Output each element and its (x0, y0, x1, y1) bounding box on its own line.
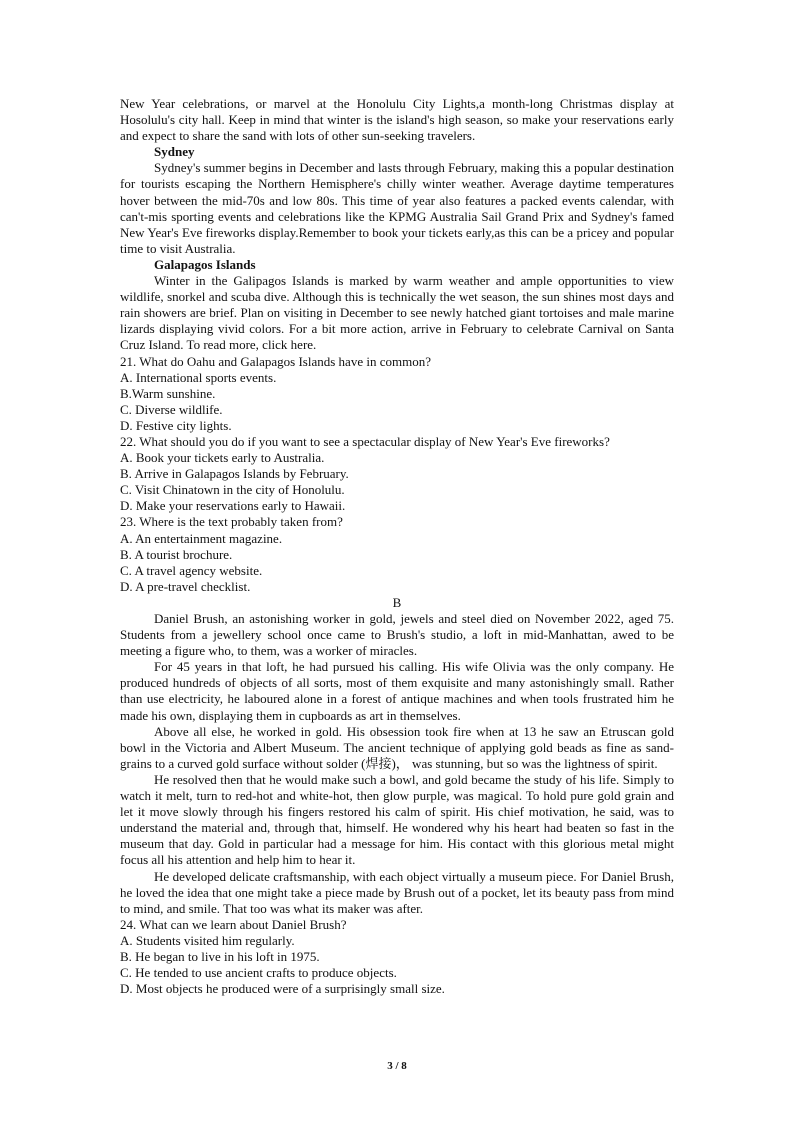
option-a: A. International sports events. (120, 369, 277, 385)
section-b-paragraph: He developed delicate craftsmanship, with each object virtually a museum piece. For Daniel Brush, he loved the idea that one might take a piece made by Brush out of a pocket, let its beauty pass from mind to mind, and smile. That too was what its maker was after. (120, 868, 674, 916)
sydney-heading: Sydney (154, 144, 195, 160)
galapagos-paragraph: Winter in the Galipagos Islands is marked by warm weather and ample opportunities to view wildlife, snorkel and scuba dive. Although this is technically the wet season, the sun shines most days and rain showers are brief. Plan on visiting in December to see newly hatched giant tortoises and male marine lizards displaying vivid colors. For a bit more action, arrive in February to celebrate Carnival on Santa Cruz Island. To read more, click here. (120, 273, 674, 353)
option-b: B.Warm sunshine. (120, 385, 216, 401)
option-c: C. Visit Chinatown in the city of Honolulu. (120, 482, 345, 498)
question-text: 23. Where is the text probably taken from? (120, 514, 343, 530)
option-d: D. Festive city lights. (120, 417, 232, 433)
option-a: A. Book your tickets early to Australia. (120, 450, 325, 466)
option-a: A. An entertainment magazine. (120, 530, 283, 546)
section-b-paragraph: Above all else, he worked in gold. His obsession took fire when at 13 he saw an Etruscan gold bowl in the Victoria and Albert Museum. The ancient technique of applying gold beads as fine as sand-grains to a curved gold surface without solder (焊接)， was stunning, but so was the lightness of spirit. (120, 723, 674, 771)
section-b-paragraph: For 45 years in that loft, he had pursued his calling. His wife Olivia was the only company. He produced hundreds of objects of all sorts, most of them exquisite and many astonishingly small. Rather than use electricity, he laboured alone in a forest of antique machines and when tools frustrated him he made his own, displaying them in cupboards as art in themselves. (120, 659, 674, 723)
question-21 (120, 354, 674, 434)
question-23 (120, 514, 674, 594)
option-d: D. Most objects he produced were of a surprisingly small size. (120, 981, 445, 997)
question-text: 24. What can we learn about Daniel Brush? (120, 916, 347, 932)
galapagos-heading: Galapagos Islands (154, 256, 256, 272)
option-a: A. Students visited him regularly. (120, 932, 295, 948)
question-text: 21. What do Oahu and Galapagos Islands have in common? (120, 353, 431, 369)
document-page (120, 96, 674, 997)
question-22 (120, 434, 674, 514)
sydney-paragraph: Sydney's summer begins in December and lasts through February, making this a popular destination for tourists escaping the Northern Hemisphere's chilly winter weather. Average daytime temperatures hover between the mid-70s and low 80s. This time of year also features a packed events calendar, with can't-mis sporting events and celebrations like the KPMG Australia Sail Grand Prix and Sydney's famed New Year's Eve fireworks display.Remember to book your tickets early,as this can be a pricey and popular time to visit Australia. (120, 160, 674, 256)
question-text: 22. What should you do if you want to see a spectacular display of New Year's Eve fireworks? (120, 433, 610, 449)
option-d: D. Make your reservations early to Hawaii. (120, 498, 346, 514)
option-b: B. He began to live in his loft in 1975. (120, 948, 320, 964)
option-d: D. A pre-travel checklist. (120, 578, 251, 594)
section-b-paragraph: Daniel Brush, an astonishing worker in gold, jewels and steel died on November 2022, aged 75. Students from a jewellery school once came to Brush's studio, a loft in mid-Manhattan, awed to be meeting a figure who, to them, was a worker of miracles. (120, 611, 674, 659)
question-24 (120, 917, 674, 997)
option-c: C. Diverse wildlife. (120, 401, 223, 417)
option-b: B. Arrive in Galapagos Islands by February. (120, 466, 349, 482)
section-b-paragraph: He resolved then that he would make such a bowl, and gold became the study of his life. Simply to watch it melt, turn to red-hot and white-hot, then glow purple, was magical. To hold pure gold grain and let it move slowly through his fingers restored his calm of spirit. His chief motivation, he said, was to understand the material and, through that, himself. He wondered why his heart had beaten so fast in the museum that day. Gold in particular had a message for him. His contact with this glorious metal might focus all his attention and help him to hear it. (120, 771, 674, 868)
intro-paragraph: New Year celebrations, or marvel at the Honolulu City Lights,a month-long Christmas display at Hosolulu's city hall. Keep in mind that winter is the island's high season, so make your reservations early and expect to share the sand with lots of other sun-seeking travelers. (120, 96, 674, 144)
section-b-label: B (392, 594, 402, 610)
option-b: B. A tourist brochure. (120, 546, 233, 562)
option-c: C. A travel agency website. (120, 562, 263, 578)
page-number: 3 / 8 (387, 1060, 407, 1072)
option-c: C. He tended to use ancient crafts to produce objects. (120, 965, 397, 981)
